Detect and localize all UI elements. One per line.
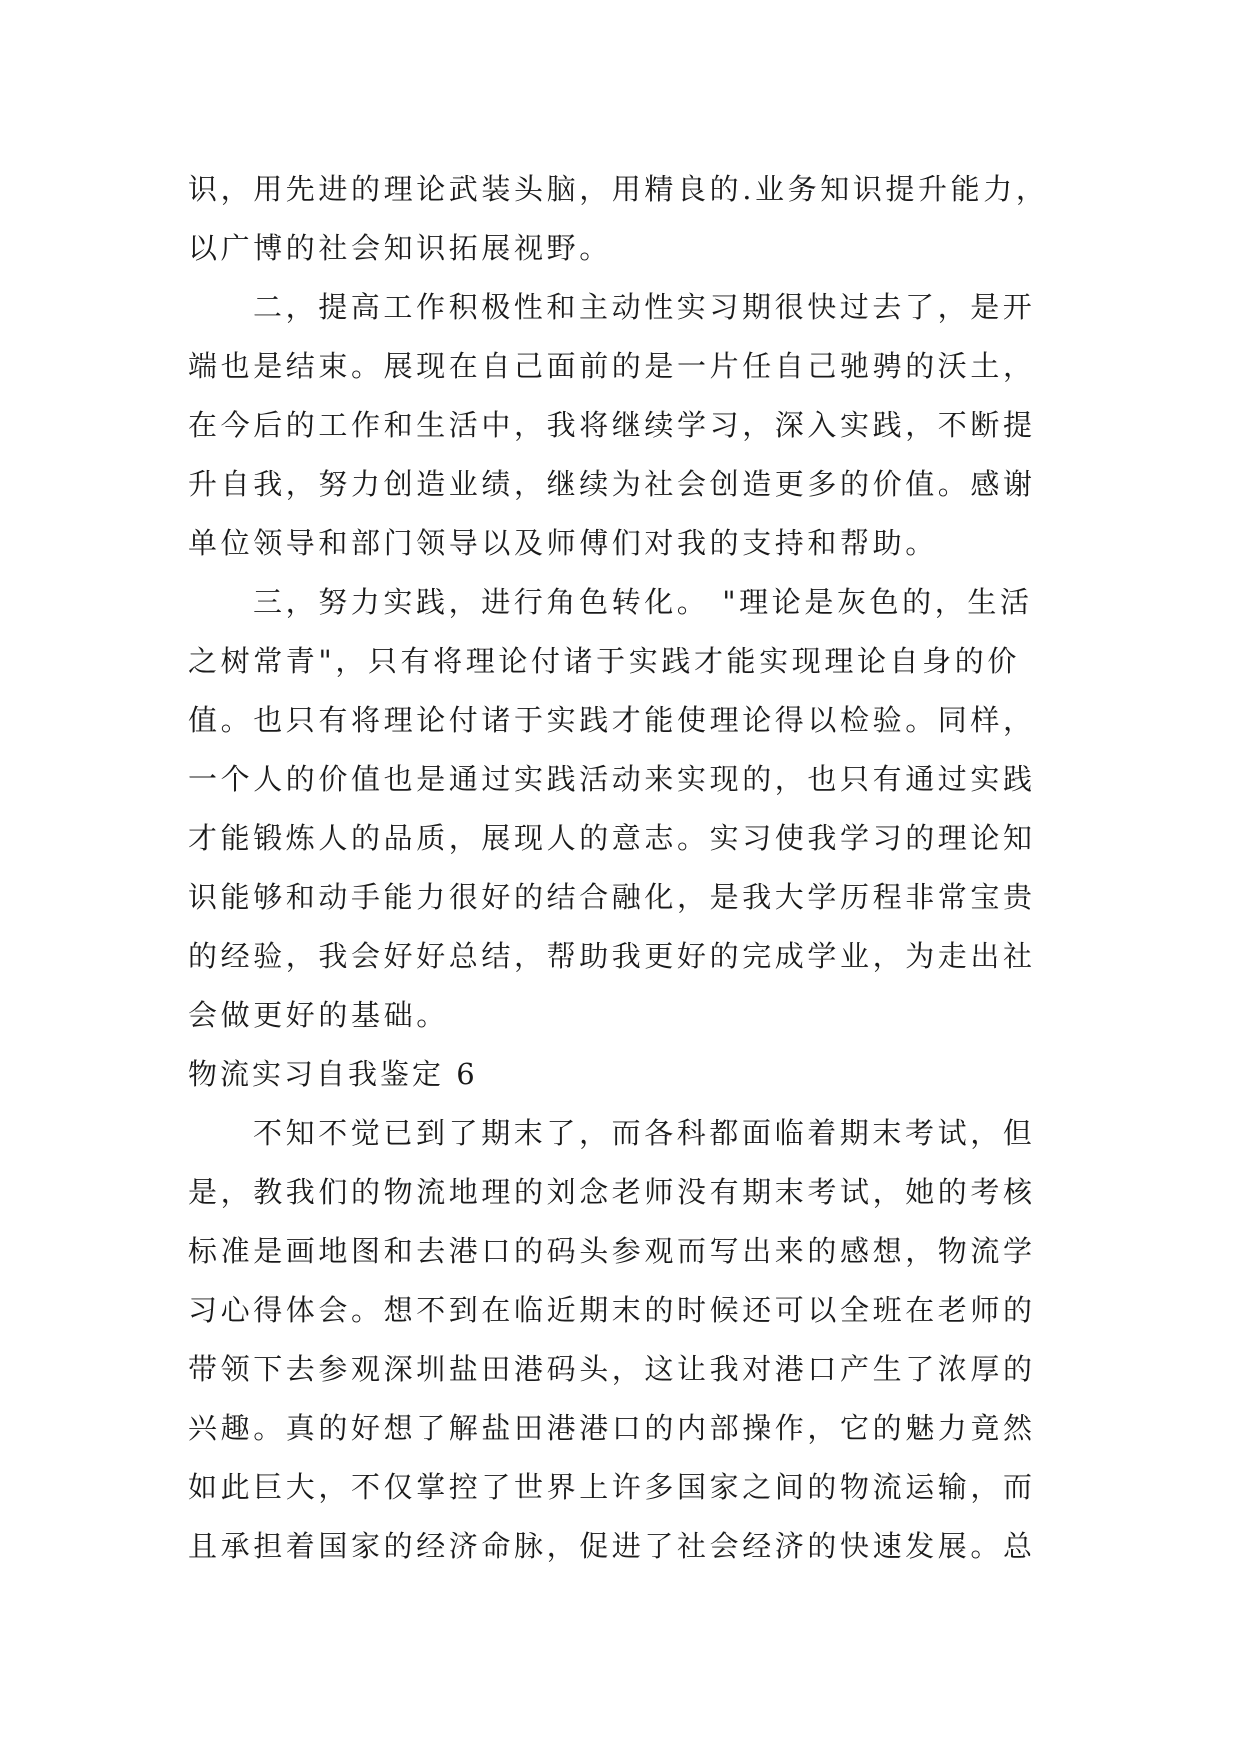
text-line: 标准是画地图和去港口的码头参观而写出来的感想，物流学 [188, 1234, 1036, 1268]
text-line: 一个人的价值也是通过实践活动来实现的，也只有通过实践 [188, 762, 1036, 796]
text-line: 在今后的工作和生活中，我将继续学习，深入实践，不断提 [188, 408, 1036, 442]
text-line: 习心得体会。想不到在临近期末的时候还可以全班在老师的 [188, 1293, 1036, 1327]
paragraph-start-line: 二，提高工作积极性和主动性实习期很快过去了，是开 [253, 290, 1036, 324]
text-line: 带领下去参观深圳盐田港码头，这让我对港口产生了浓厚的 [188, 1352, 1036, 1386]
text-line: 单位领导和部门领导以及师傅们对我的支持和帮助。 [188, 526, 938, 560]
text-line: 端也是结束。展现在自己面前的是一片任自己驰骋的沃土， [188, 349, 1036, 383]
paragraph-start-line: 不知不觉已到了期末了，而各科都面临着期末考试，但 [253, 1116, 1036, 1150]
text-line: 识能够和动手能力很好的结合融化，是我大学历程非常宝贵 [188, 880, 1036, 914]
text-line: 且承担着国家的经济命脉，促进了社会经济的快速发展。总 [188, 1529, 1036, 1563]
text-line: 会做更好的基础。 [188, 998, 449, 1032]
text-line: 之树常青"，只有将理论付诸于实践才能实现理论自身的价 [188, 644, 1020, 678]
text-line: 兴趣。真的好想了解盐田港港口的内部操作，它的魅力竟然 [188, 1411, 1036, 1445]
text-line: 是，教我们的物流地理的刘念老师没有期末考试，她的考核 [188, 1175, 1036, 1209]
text-line: 才能锻炼人的品质，展现人的意志。实习使我学习的理论知 [188, 821, 1036, 855]
document-body [188, 160, 1068, 1576]
text-line: 以广博的社会知识拓展视野。 [188, 231, 612, 265]
text-line: 识，用先进的理论武装头脑，用精良的.业务知识提升能力， [188, 172, 1049, 206]
text-line: 值。也只有将理论付诸于实践才能使理论得以检验。同样， [188, 703, 1036, 737]
section-heading: 物流实习自我鉴定 6 [188, 1057, 478, 1091]
text-line: 升自我，努力创造业绩，继续为社会创造更多的价值。感谢 [188, 467, 1036, 501]
text-line: 如此巨大，不仅掌控了世界上许多国家之间的物流运输，而 [188, 1470, 1036, 1504]
text-line: 的经验，我会好好总结，帮助我更好的完成学业，为走出社 [188, 939, 1036, 973]
paragraph-start-line: 三，努力实践，进行角色转化。 "理论是灰色的，生活 [253, 585, 1033, 619]
